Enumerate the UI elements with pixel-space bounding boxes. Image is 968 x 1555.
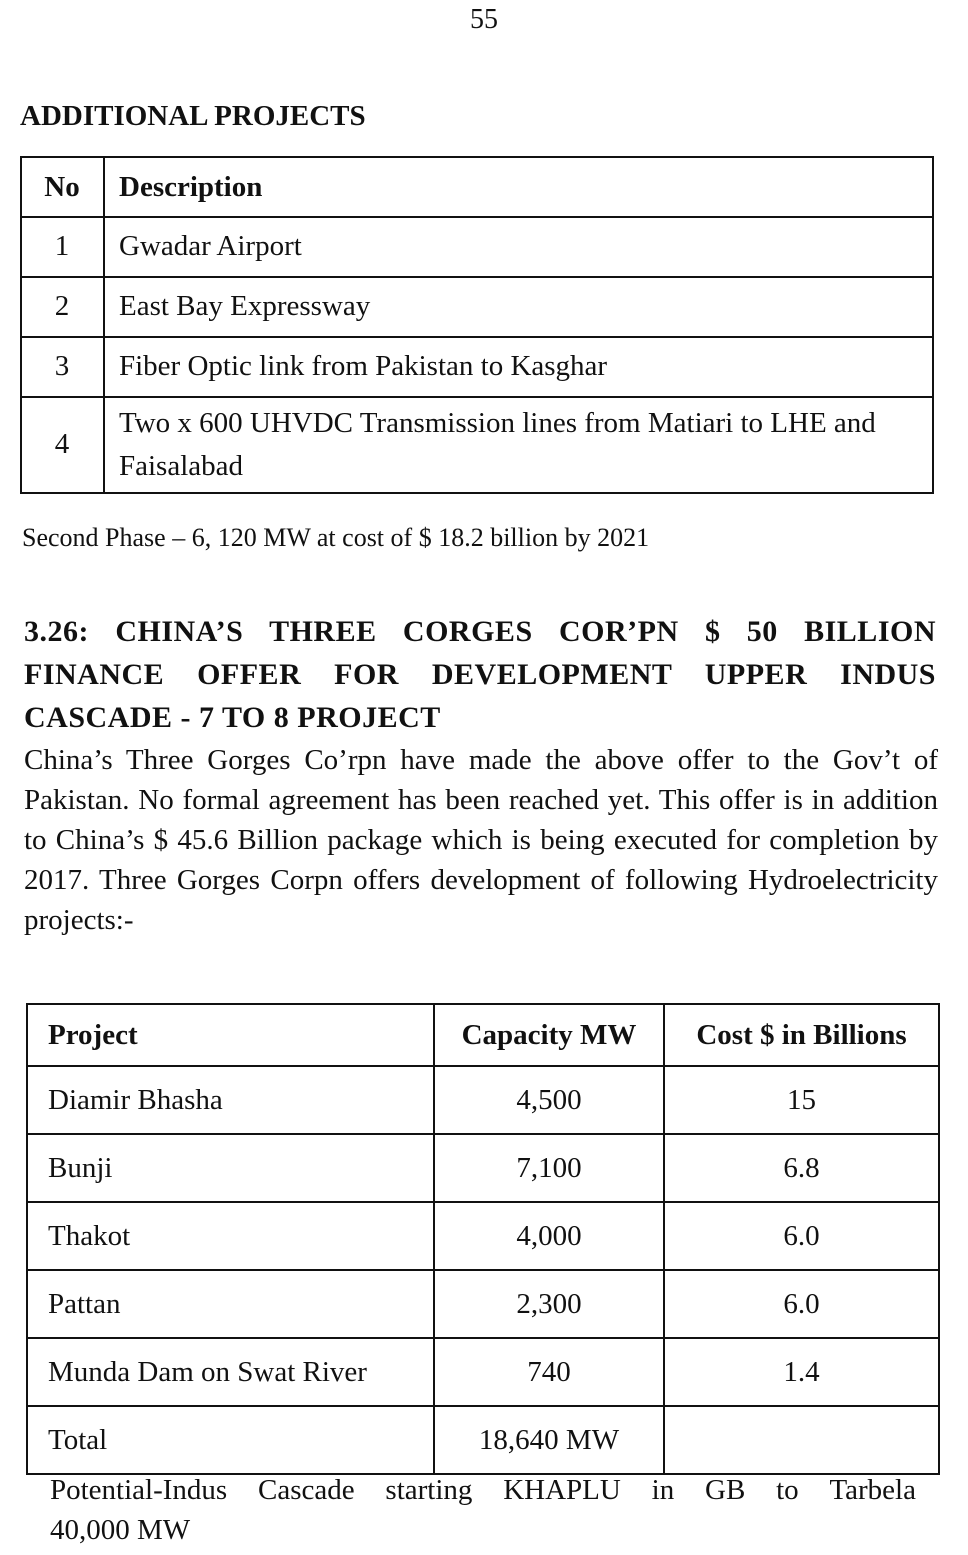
row-description: Fiber Optic link from Pakistan to Kasghar: [104, 337, 933, 397]
cost-cell: 6.0: [664, 1202, 939, 1270]
note-word: to: [776, 1474, 799, 1506]
cost-cell: [664, 1406, 939, 1474]
project-header: Project: [27, 1004, 434, 1066]
row-number: 4: [21, 397, 104, 493]
cost-cell: 1.4: [664, 1338, 939, 1406]
capacity-cell: 740: [434, 1338, 664, 1406]
project-cell: Bunji: [27, 1134, 434, 1202]
capacity-cell: 2,300: [434, 1270, 664, 1338]
note-word: Tarbela: [829, 1474, 916, 1506]
page-number: 55: [470, 4, 498, 35]
section-3-26-body: China’s Three Gorges Co’rpn have made the above offer to the Gov’t of Pakistan. No formal agreement has been reached yet. This offer is in addition to China’s $ 45.6 Billion package which is being executed for completion by 2017. Three Gorges Corpn offers development of following Hydroelectricity projects:-: [24, 744, 938, 936]
hydro-projects-table: [26, 1003, 940, 1475]
note-word: GB: [705, 1474, 746, 1506]
table-row: [21, 397, 933, 493]
potential-cascade-line-1: [50, 1470, 916, 1510]
table-row: [21, 217, 933, 277]
capacity-cell: 4,500: [434, 1066, 664, 1134]
capacity-cell: 18,640 MW: [434, 1406, 664, 1474]
section-3-26-heading: 3.26: CHINA’S THREE CORGES COR’PN $ 50 BILLION FINANCE OFFER FOR DEVELOPMENT UPPER INDUS CASCADE - 7 TO 8 PROJECT: [24, 615, 936, 734]
additional-projects-table: [20, 156, 934, 494]
note-word: Cascade: [258, 1474, 355, 1506]
project-cell: Diamir Bhasha: [27, 1066, 434, 1134]
total-row: [27, 1406, 939, 1474]
project-cell: Munda Dam on Swat River: [27, 1338, 434, 1406]
table-row: [21, 277, 933, 337]
note-word: Potential-Indus: [50, 1474, 228, 1506]
cost-header: Cost $ in Billions: [664, 1004, 939, 1066]
table-row: [21, 337, 933, 397]
project-cell: Thakot: [27, 1202, 434, 1270]
capacity-header: Capacity MW: [434, 1004, 664, 1066]
project-cell: Total: [27, 1406, 434, 1474]
table-header-row: [27, 1004, 939, 1066]
cost-cell: 6.8: [664, 1134, 939, 1202]
table-row: [27, 1338, 939, 1406]
table-row: [27, 1066, 939, 1134]
row-description: East Bay Expressway: [104, 277, 933, 337]
table-row: [27, 1270, 939, 1338]
table-header-row: [21, 157, 933, 217]
potential-cascade-line-2: 40,000 MW: [50, 1514, 191, 1546]
cost-cell: 15: [664, 1066, 939, 1134]
row-number: 3: [21, 337, 104, 397]
potential-cascade-note: [50, 1470, 916, 1550]
table-row: [27, 1134, 939, 1202]
row-number: 2: [21, 277, 104, 337]
capacity-cell: 4,000: [434, 1202, 664, 1270]
row-number: 1: [21, 217, 104, 277]
row-description: Gwadar Airport: [104, 217, 933, 277]
row-description: Two x 600 UHVDC Transmission lines from Matiari to LHE and Faisalabad: [104, 397, 933, 493]
table-row: [27, 1202, 939, 1270]
description-header: Description: [104, 157, 933, 217]
no-header: No: [21, 157, 104, 217]
second-phase-note: Second Phase – 6, 120 MW at cost of $ 18.2 billion by 2021: [22, 523, 650, 552]
cost-cell: 6.0: [664, 1270, 939, 1338]
additional-projects-title: ADDITIONAL PROJECTS: [20, 100, 366, 132]
project-cell: Pattan: [27, 1270, 434, 1338]
note-word: starting: [385, 1474, 473, 1506]
note-word: in: [651, 1474, 675, 1506]
capacity-cell: 7,100: [434, 1134, 664, 1202]
note-word: KHAPLU: [503, 1474, 621, 1506]
